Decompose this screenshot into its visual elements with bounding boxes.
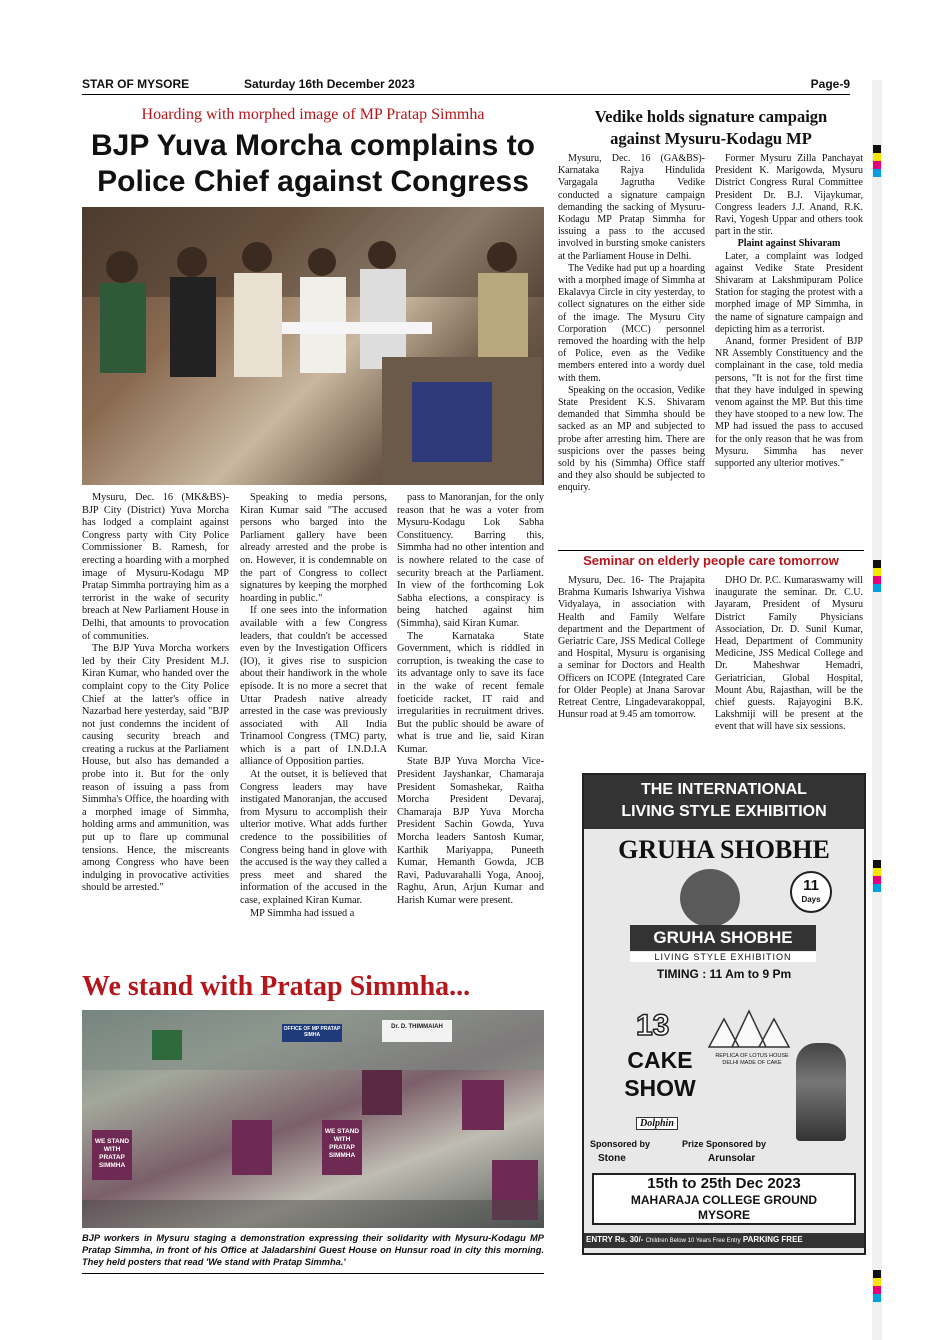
cake-line2: SHOW [624,1075,696,1101]
main-col3 [397,492,544,908]
poster-center: WE STAND WITH PRATAP SIMMHA [324,1128,360,1159]
ad-title-band [584,775,864,829]
ad-children: Children Below 10 Years Free Entry [645,1238,741,1244]
vedike-subhead: Plaint against Shivaram [737,238,841,250]
vedike-headline [558,106,864,150]
main-kicker: Hoarding with morphed image of MP Pratap Simmha [141,106,485,123]
vedike-col2-p3: Anand, former President of BJP NR Assembly Constituency and the complainant in the case, told media persons, "It is not for the first time that they have indulged in spewing venom against the MP. But this time they have stooped to a new low. The MP had issued the pass to accused for the only reason that he was from Mysuru. Simmha has never supported any ulterior motives." [715,336,863,470]
main-col2-p3: At the outset, it is believed that Congress leaders may have instigated Manoranjan, the accused from Mysuru to accomplish their ulterior motive. What adds further credence to the possibilities of Congress being hand in glove with the accused is the way they called a press meet and shared the information of the accused in the case, explained Kiran Kumar. [240,769,387,906]
days-num: 11 [803,877,819,894]
support-photo [82,1010,544,1228]
exhibition-ad [582,773,866,1255]
main-col3-p2: The Karnataka State Government, which is riddled in corruption, is tweaking the case to its advantage only to save its face in the wake of recent female foeticide racket, IT raid and irregularities in recruitment drives. But the public should be aware of what is true and lie, said Kiran Kumar. [397,630,544,755]
stone-logo: Stone [598,1153,626,1164]
poster-left: WE STAND WITH PRATAP SIMMHA [94,1138,130,1169]
seminar-col1-p1: Mysuru, Dec. 16- The Prajapita Brahma Kumaris Ishwariya Vishwa Vidyalaya, in association with Health and Family Welfare department and the Department of Geriatric Care, JSS Medical College and Hospital, Mysuru is organising a seminar for Doctors and Health Officers on ICOPE (Integrated Care for Older People) at Jnana Sarovar Retreat Centre, Lingadevarakoppal, Hunsur road at 9.45 am tomorrow. [558,575,705,721]
sponsor-label: Sponsored by [590,1139,651,1149]
support-caption: BJP workers in Mysuru staging a demonstration expressing their solidarity with Mysuru-Kodagu MP Pratap Simmha, in front of his Office at Jaladarshini Guest House on Hunsur road in city this morning. They held posters that read 'We stand with Pratap Simmha.' [82,1233,544,1267]
ad-line1: THE INTERNATIONAL [641,781,807,798]
main-col2-p1: Speaking to media persons, Kiran Kumar said "The accused persons who barged into the Parliament gallery have been already arrested and the probe is on. However, it is condemnable on the part of Congress to collect signatures by keeping the morphed hoarding in public." [240,492,387,604]
ad-timing: TIMING : 11 Am to 9 Pm [656,967,792,981]
main-col2 [240,492,387,920]
main-col1-p2: The BJP Yuva Morcha workers led by their City President M.J. Kiran Kumar, who handed over the complaint copy to the City Police Chief at the latter's office in Nazarbad here yesterday, said "BJP not just condemns the incident of causing security breach and creating a ruckus at the Parliament House, but also has demanded a probe into it. But for the only reason of issuing a pass from Simmha's Office, the hoarding with a morphed image of Simmha, holding arms and ammunition, was put up to flare up communal tensions. Hence, the miscreants among Congress who have been indulging in provocative activities should be arrested." [82,643,229,894]
ad-brand: GRUHA SHOBHE [618,835,830,864]
vedike-headline-line2: against Mysuru-Kodagu MP [610,129,812,148]
main-col1-p1: Mysuru, Dec. 16 (MK&BS)- BJP City (District) Yuva Morcha has lodged a complaint against Congress party with City Police Commissioner B. Ramesh, for erecting a hoarding with a morphed image of Mysuru-Kodagu MP Pratap Simmha portraying him as a terrorist in the wake of security breach at New Parliament House in Delhi, that amounts to provocation of communities. [82,492,229,642]
main-headline-line1: BJP Yuva Morcha complains to [90,129,536,162]
days-label: Days [801,895,821,904]
prize-label: Prize Sponsored by [682,1139,767,1149]
ad-venue1: MAHARAJA COLLEGE GROUND [630,1193,818,1207]
days-badge [790,871,832,913]
seminar-col2-p1: DHO Dr. P.C. Kumaraswamy will inaugurate the seminar. Dr. C.U. Jayaram, President of Mysuru District Family Physicians Association, Dr. D. Sunil Kumar, Head, Department of Community Medicine, JSS Medical College and Dr. Maheshwar Hemadri, Geriatrician, Global Hospital, Mount Abu, Rajasthan, will be the chief guests. Rajayogini B.K. Lakshmiji will be present at the event that will have six sessions. [715,575,863,733]
vedike-col2 [715,153,863,470]
mla-sign: Dr. D. THIMMAIAH [391,1024,443,1030]
vedike-col1-p2: The Vedike had put up a hoarding with a morphed image of Simmha at Ekalavya Circle in city yesterday, to collect signatures on the either side of the image. The Mysuru City Corporation (MCC) personnel removed the hoarding with the help of Police, even as the Vedike members entered into a wordy duel with them. [558,262,705,384]
cake-line1: CAKE [627,1047,693,1073]
support-headline: We stand with Pratap Simmha... [82,971,471,1002]
support-photo-art [82,1010,544,1228]
house-logo-icon [680,869,740,927]
ad-line2: LIVING STYLE EXHIBITION [621,803,827,820]
lotus-temple-icon [704,1003,794,1051]
main-col2-p2: If one sees into the information available with a few Congress leaders, that couldn't be accessed even by the Investigation Officers (IO), it gives rise to suspicion about their handiwork in the whole episode. It is no more a secret that Uttar Pradesh native already arrested in the case was previously associated with All India Trinamool Congress (TMC) party, which is a part of I.N.D.I.A alliance of Opposition parties. [240,605,387,768]
main-col2-p4: MP Simmha had issued a [250,907,355,919]
ad-footer [584,1233,864,1248]
brand-box-sub: LIVING STYLE EXHIBITION [630,952,816,962]
vedike-col2-p1: Former Mysuru Zilla Panchayat President K. Marigowda, Mysuru District Congress Rural Committee President Dr. B.J. Vijaykumar, Congress leaders J.J. Anand, R.K. Ravi, Yogesh Uppar and others took part in the stir. [715,153,863,238]
vedike-headline-line1: Vedike holds signature campaign [594,107,828,126]
seminar-col2 [715,575,863,734]
ad-dates: 15th to 25th Dec 2023 [647,1175,801,1192]
office-sign: OFFICE OF MP PRATAP SIMHA [283,1026,341,1038]
registration-marks-top [873,145,881,177]
seminar-col1 [558,575,705,721]
registration-marks-low [873,860,881,892]
brand-box [630,925,816,951]
complaint-photo-art [82,207,544,485]
main-headline [82,128,544,200]
vedike-col1 [558,153,705,495]
ad-venue2: MYSORE [697,1208,750,1222]
main-headline-line2: Police Chief against Congress [97,165,529,198]
dolphin-logo: Dolphin [636,1117,678,1130]
seminar-rule [558,550,864,551]
cake-number: 13 [636,1009,670,1042]
main-col3-p1: pass to Manoranjan, for the only reason that he was a voter from Mysuru-Kodagu Lok Sabha Constituency. Barring this, Simmha had no other intention and is nowhere related to the case of security breach at the Parliament. In view of the forthcoming Lok Sabha elections, a conspiracy is being hatched against him (Simmha), said Kiran Kumar. [397,492,544,629]
registration-marks-bottom [873,1270,881,1302]
seminar-headline: Seminar on elderly people care tomorrow [583,553,839,568]
ad-parking: PARKING FREE [742,1235,803,1244]
issue-date: Saturday 16th December 2023 [244,77,415,91]
vedike-col1-p3: Speaking on the occasion, Vedike State President K.S. Shivaram demanded that Simmha should be sacked as an MP and subjected to probe after arresting him. There are suspicions over the passes being sold by his (Simmha) Office staff and they also should be subjected to enquiry. [558,384,705,494]
margin-strip [872,80,882,1340]
page-header [82,76,850,95]
vedike-col1-p1: Mysuru, Dec. 16 (GA&BS)- Karnataka Rajya Hindulida Vargagala Jagrutha Vedike conducted a signature campaign demanding the sacking of Mysuru-Kodagu MP Pratap Simmha for issuing a pass to the accused involved in bursting smoke canisters at the Parliament House in Delhi. [558,153,705,262]
arunsolar-logo: Arunsolar [708,1153,756,1164]
main-col1 [82,492,229,895]
complaint-photo [82,207,544,485]
page-number: Page-9 [810,77,850,91]
registration-marks-mid [873,560,881,592]
vedike-col2-p2: Later, a complaint was lodged against Vedike State President Shivaram at Lakshmipuram Police Station for staging the protest with a morphed image of MP Simmha, in the name of signature campaign and depicting him as a terrorist. [715,250,863,335]
dates-box [592,1173,856,1225]
shopper-figure [796,1043,846,1141]
ad-entry: ENTRY Rs. 30/- [586,1235,644,1244]
main-col3-p3: State BJP Yuva Morcha Vice-President Jayshankar, Chamaraja President Somashekar, Raitha Morcha President Devaraj, Chamaraja BJP Yuva Morcha President Sachin Gowda, Yuva Morcha leaders Santosh Kumar, Karthik Mariyappa, Puneeth Kumar, Hemanth Gowda, JCB Ravi, Paduvarahalli Yoga, Anooj, Raghu, Arun, Arjun Kumar and Harish Kumar were present. [397,756,544,906]
brand-box-title: GRUHA SHOBHE [653,928,793,947]
caption-rule [82,1273,544,1274]
replica-label: REPLICA OF LOTUS HOUSE DELHI MADE OF CAKE [715,1053,789,1066]
paper-name: STAR OF MYSORE [82,77,190,91]
